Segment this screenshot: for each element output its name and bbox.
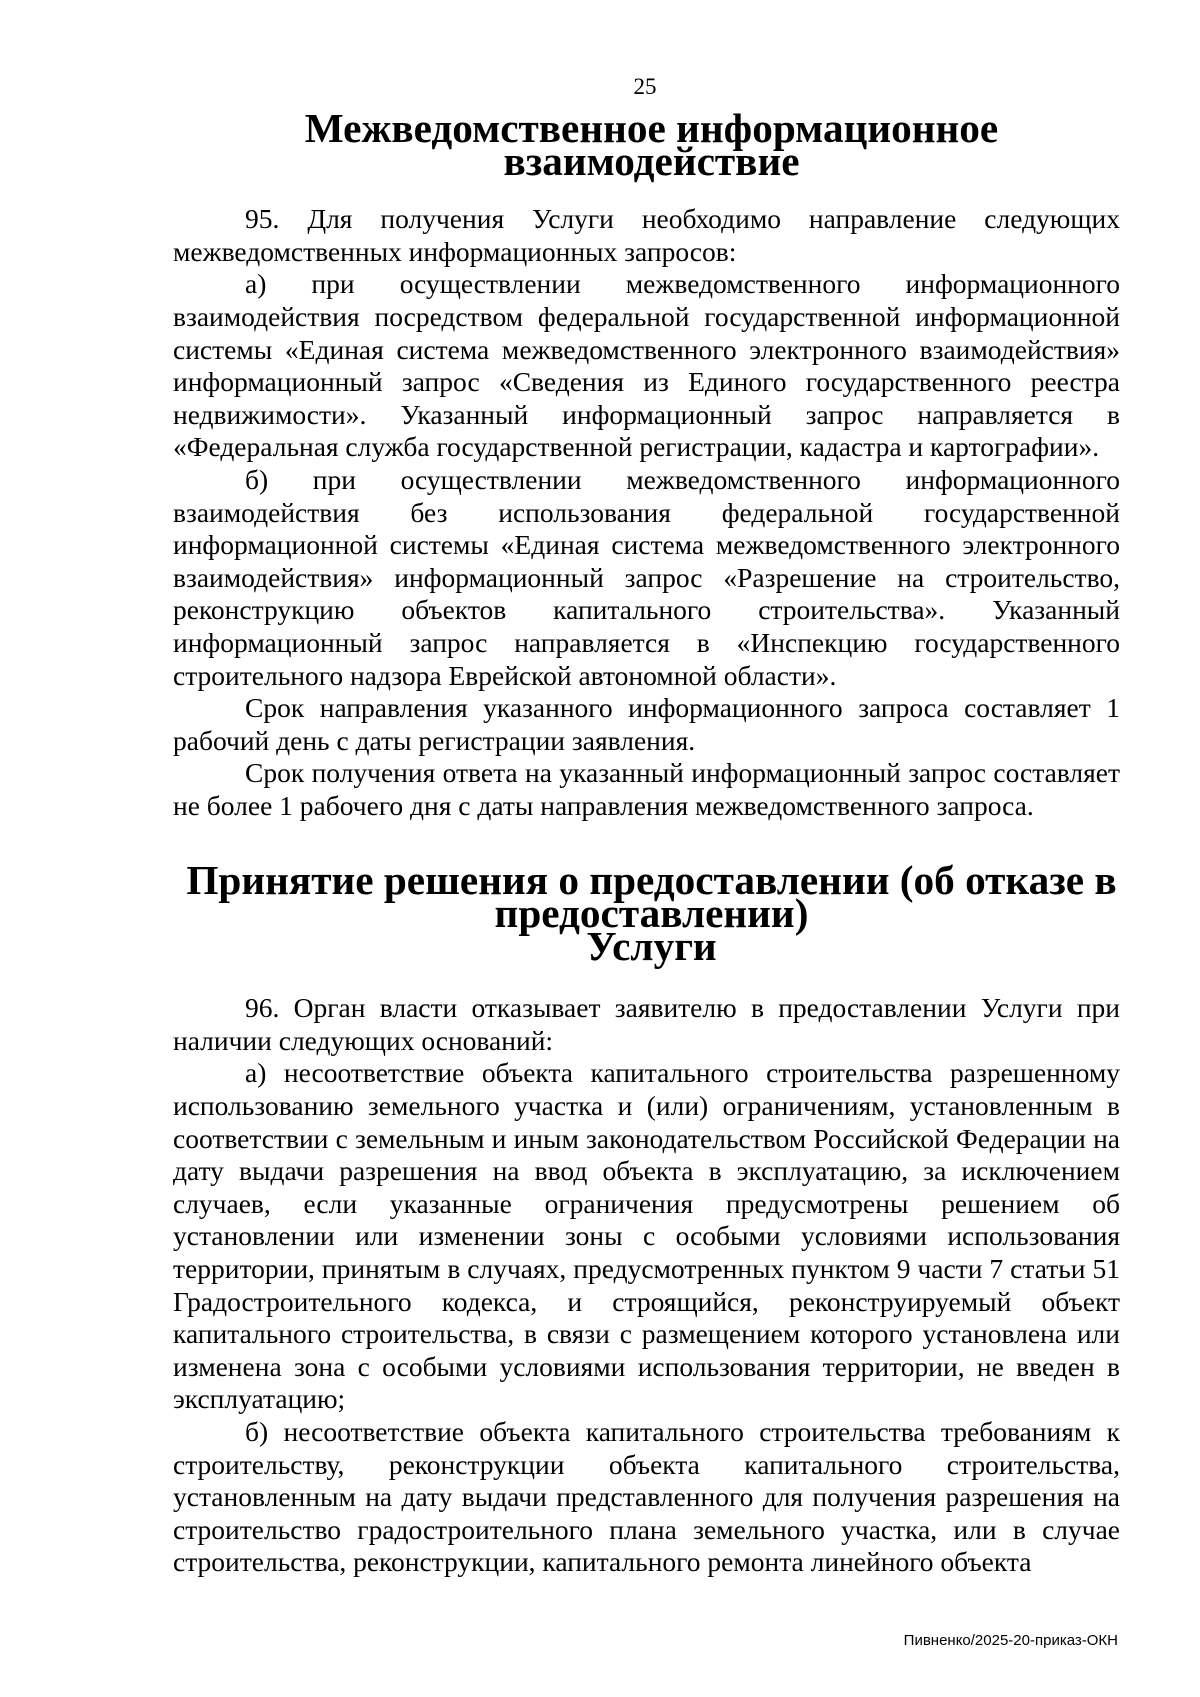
document-footer-id: Пивненко/2025-20-приказ-ОКН [903,1632,1118,1649]
paragraph-request-deadline: Срок направления указанного информационного запроса составляет 1 рабочий день с даты регистрации заявления. [173,692,1120,756]
paragraph-96: 96. Орган власти отказывает заявителю в предоставлении Услуги при наличии следующих оснований: [173,992,1120,1056]
paragraph-response-deadline: Срок получения ответа на указанный информационный запрос составляет не более 1 рабочего дня с даты направления межведомственного запроса. [173,757,1120,821]
paragraph-95-b: б) при осуществлении межведомственного информационного взаимодействия без использования федеральной государственной информационной системы «Единая система межведомственного электронного взаимодействия» информационный запрос «Разрешение на строительство, реконструкцию объектов капитального строительства». Указанный информационный запрос направляется в «Инспекцию государственного строительного надзора Еврейской автономной области». [173,463,1120,691]
section-heading-decision [173,857,1120,969]
section-heading-decision-line1: Принятие решения о предоставлении (об отказе в предоставлении) [186,857,1117,937]
paragraph-96-a: а) несоответствие объекта капитального строительства разрешенному использованию земельного участка и (или) ограничениям, установленным в соответствии с земельным и иным законодательством Российской Федерации на дату выдачи разрешения на ввод объекта в эксплуатацию, за исключением случаев, если указанные ограничения предусмотрены решением об установлении или изменении зоны с особыми условиями использования территории, принятым в случаях, предусмотренных пунктом 9 части 7 статьи 51 Градостроительного кодекса, и строящийся, реконструируемый объект капитального строительства, в связи с размещением которого установлена или изменена зона с особыми условиями использования территории, не введен в эксплуатацию; [173,1057,1120,1415]
section-heading-interagency: Межведомственное информационное взаимодействие [304,105,999,184]
paragraph-95: 95. Для получения Услуги необходимо направление следующих межведомственных информационных запросов: [173,203,1120,267]
paragraph-96-b: б) несоответствие объекта капитального строительства требованиям к строительству, реконструкции объекта капитального строительства, установленным на дату выдачи представленного для получения разрешения на строительство градостроительного плана земельного участка, или в случае строительства, реконструкции, капитального ремонта линейного объекта [173,1415,1120,1578]
page-number: 25 [633,74,657,99]
section-heading-decision-line2: Услуги [586,922,717,969]
paragraph-95-a: а) при осуществлении межведомственного информационного взаимодействия посредством федеральной государственной информационной системы «Единая система межведомственного электронного взаимодействия» информационный запрос «Сведения из Единого государственного реестра недвижимости». Указанный информационный запрос направляется в «Федеральная служба государственной регистрации, кадастра и картографии». [173,268,1120,463]
document-body [173,105,1120,1579]
